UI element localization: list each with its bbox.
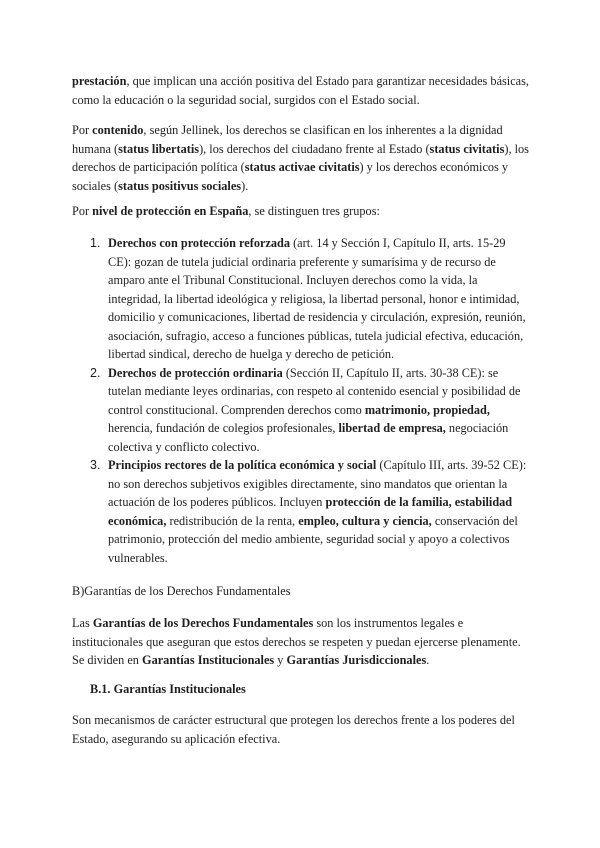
paragraph-prestacion: prestación, que implican una acción positiva del Estado para garantizar necesidades básicas, como la educación o la seguridad social, surgidos con el Estado social. <box>72 74 529 107</box>
paragraph-nivel-proteccion: Por nivel de protección en España, se distinguen tres grupos: <box>72 204 380 218</box>
paragraph-contenido: Por contenido, según Jellinek, los derechos se clasifican en los inherentes a la dignidad humana (status libertatis), los derechos del ciudadano frente al Estado (status civitatis), los derechos de participación política (status activae civitatis) y los derechos económicos y sociales (status positivus sociales). <box>72 123 529 193</box>
sub-heading-institucionales: B.1. Garantías Institucionales <box>90 682 246 696</box>
list-item: 3. Principios rectores de la política económica y social (Capítulo III, arts. 39-52 CE): no son derechos subjetivos exigibles directamente, sino mandatos que orientan la actuación de los poderes públicos. Incluyen protección de la familia, estabilidad económica, redistribución de la renta, empleo, cultura y ciencia, conservación del patrimonio, protección del medio ambiente, seguridad social y apoyo a colectivos vulnerables. <box>90 458 527 565</box>
paragraph-garantias: Las Garantías de los Derechos Fundamentales son los instrumentos legales e institucionales que aseguran que estos derechos se respeten y puedan ejercerse plenamente. Se dividen en Garantías Institucionales y Garantías Jurisdiccionales. <box>72 616 521 667</box>
section-heading-garantias: B)Garantías de los Derechos Fundamentales <box>72 584 291 598</box>
list-item: 2. Derechos de protección ordinaria (Sección II, Capítulo II, arts. 30-38 CE): se tutelan mediante leyes ordinarias, con respeto al contenido esencial y posibilidad de control constitucional. Comprenden derechos como matrimonio, propiedad, herencia, fundación de colegios profesionales, libertad de empresa, negociación colectiva y conflicto colectivo. <box>90 365 521 454</box>
list-number: 3. <box>90 458 101 472</box>
list-number: 2. <box>90 365 101 380</box>
protection-levels-list <box>90 234 530 567</box>
paragraph-mecanismos: Son mecanismos de carácter estructural que protegen los derechos frente a los poderes del Estado, asegurando su aplicación efectiva. <box>72 713 515 746</box>
list-item: 1. Derechos con protección reforzada (art. 14 y Sección I, Capítulo II, arts. 15-29 CE): gozan de tutela judicial ordinaria preferente y sumarísima y de recurso de amparo ante el Tribunal Constitucional. Incluyen derechos como la vida, la integridad, la libertad ideológica y religiosa, la libertad personal, honor e intimidad, domicilio y comunicaciones, libertad de residencia y circulación, expresión, reunión, asociación, sufragio, acceso a funciones públicas, tutela judicial efectiva, educación, libertad sindical, derecho de huelga y derecho de petición. <box>90 236 526 361</box>
list-number: 1. <box>90 236 101 250</box>
bold-term: prestación <box>72 74 127 88</box>
